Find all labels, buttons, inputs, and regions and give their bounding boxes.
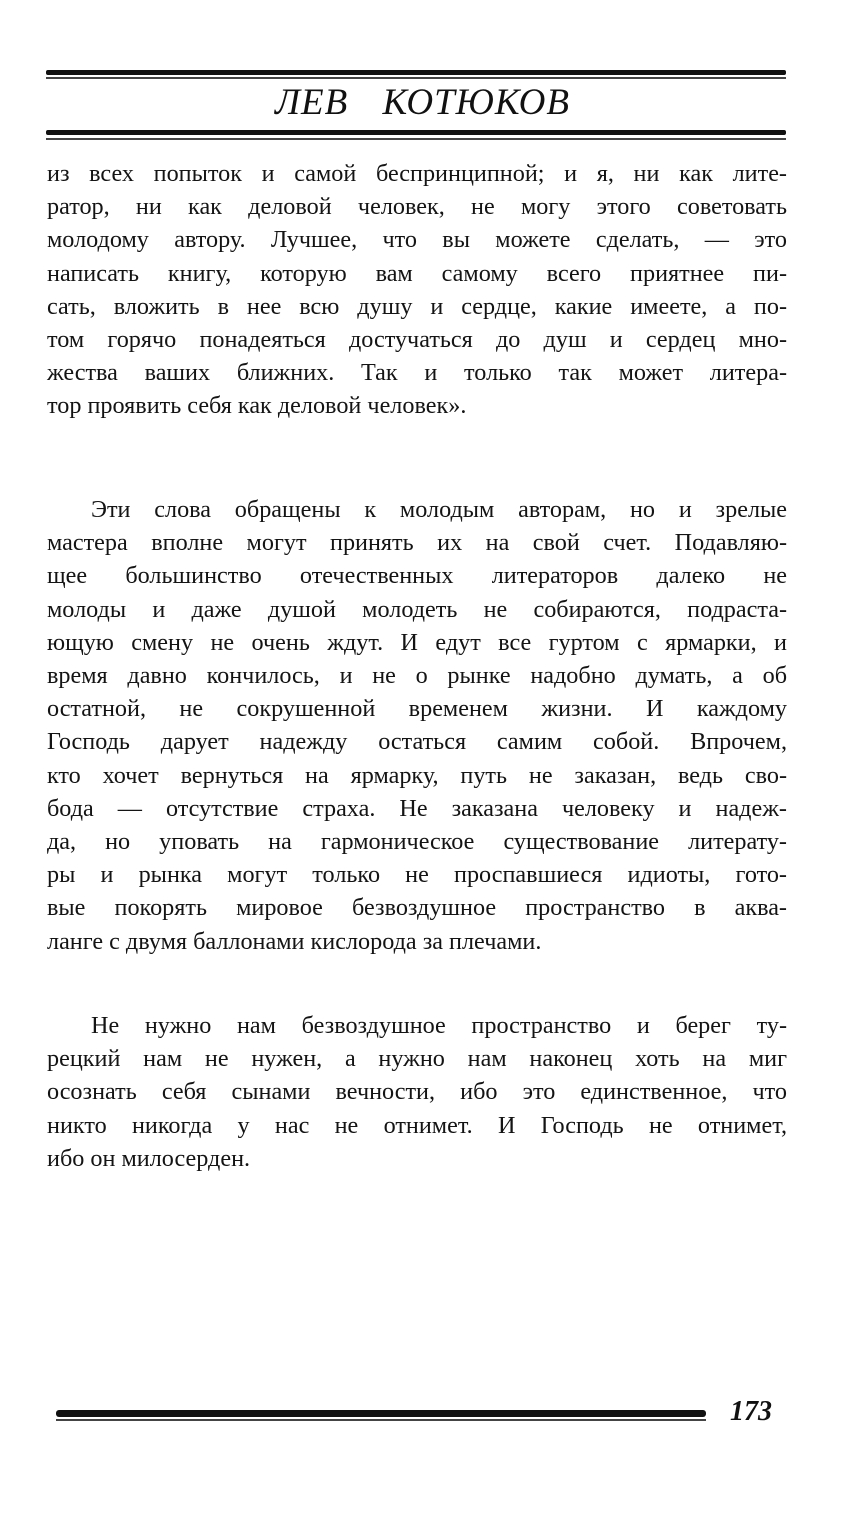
running-head-author: ЛЕВ КОТЮКОВ [275,82,570,123]
text-line: написать книгу, которую вам самому всего приятнее пи- [47,259,787,287]
page-number: 173 [730,1396,772,1427]
text-line: молоды и даже душой молодеть не собираются, подраста- [47,595,787,623]
header-rule-bottom-thin [46,138,786,140]
text-line: никто никогда у нас не отнимет. И Господь не отнимет, [47,1111,787,1139]
text-line: Эти слова обращены к молодым авторам, но и зрелые [91,496,787,523]
text-line: кто хочет вернуться на ярмарку, путь не заказан, ведь сво- [47,761,787,789]
text-line: ибо он милосерден. [47,1144,251,1172]
text-line: тор проявить себя как деловой человек». [47,392,467,420]
text-line: молодому автору. Лучшее, что вы можете сделать, — это [47,226,787,254]
text-line: мастера вполне могут принять их на свой счет. Подавляю- [47,529,787,557]
paragraph-3 [47,1009,787,1175]
text-line: Не нужно нам безвоздушное пространство и берег ту- [91,1012,787,1039]
text-line: осознать себя сынами вечности, ибо это единственное, что [47,1078,787,1106]
text-line: бода — отсутствие страха. Не заказана человеку и надеж- [47,794,787,822]
text-line: рецкий нам не нужен, а нужно нам наконец хоть на миг [47,1045,787,1073]
text-line: ланге с двумя баллонами кислорода за плечами. [47,927,542,955]
text-line: том горячо понадеяться достучаться до душ и сердец мно- [47,326,787,354]
text-line: из всех попыток и самой беспринципной; и я, ни как лите- [47,160,787,187]
paragraph-1 [47,157,787,423]
text-line: время давно кончилось, и не о рынке надобно думать, а об [47,662,787,690]
text-line: остатной, не сокрушенной временем жизни. И каждому [47,695,787,723]
text-line: ратор, ни как деловой человек, не могу этого советовать [47,193,787,221]
text-line: ющую смену не очень ждут. И едут все гуртом с ярмарки, и [47,628,787,656]
text-line: сать, вложить в нее всю душу и сердце, какие имеете, а по- [47,292,787,320]
paragraph-2 [47,493,787,958]
header-rule-top [46,70,786,75]
text-line: вые покорять мировое безвоздушное пространство в аква- [47,894,787,922]
footer-rule-thin [56,1419,706,1421]
text-line: да, но уповать на гармоническое существование литерату- [47,828,787,856]
text-line: ры и рынка могут только не проспавшиеся идиоты, гото- [47,861,787,889]
text-line: жества ваших ближних. Так и только так может литера- [47,359,787,387]
text-line: щее большинство отечественных литераторов далеко не [47,562,787,590]
footer-rule [56,1410,706,1417]
header-rule-bottom [46,130,786,135]
text-line: Господь дарует надежду остаться самим собой. Впрочем, [47,728,787,756]
